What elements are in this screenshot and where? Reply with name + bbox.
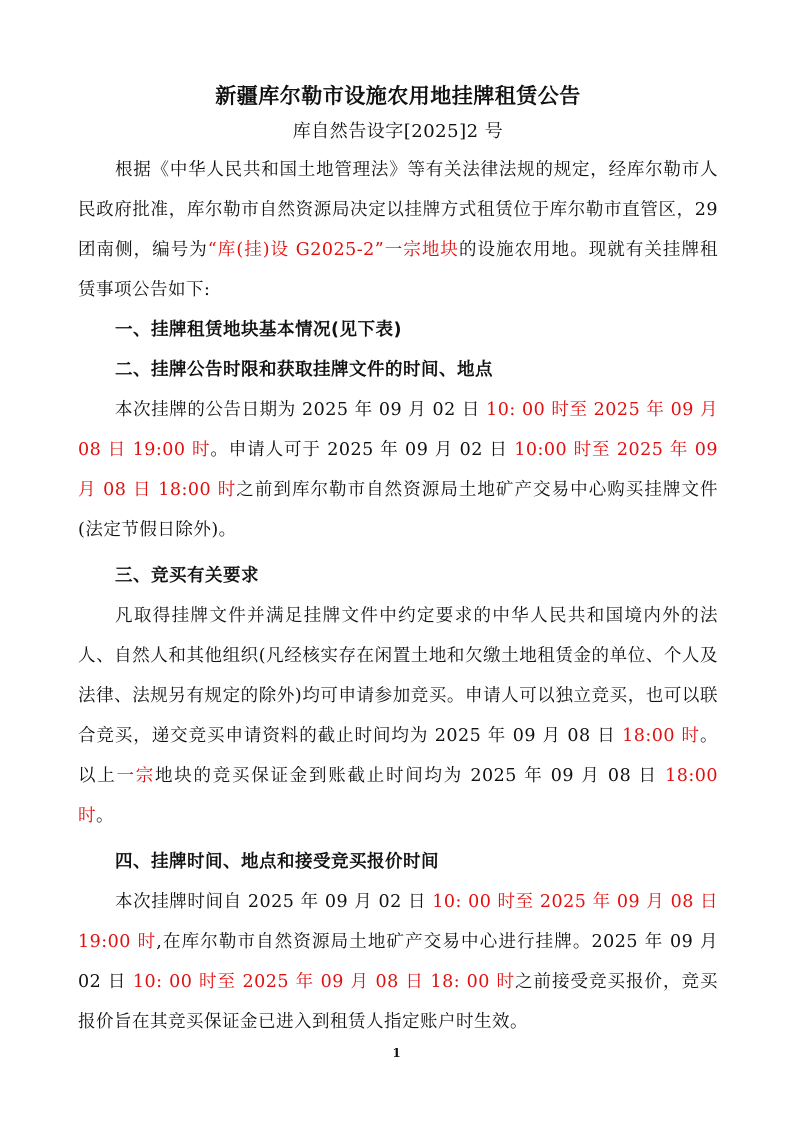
purchase-period-highlight: 10:00 时至 2025 年 09 月 08 日 18:00 时 — [78, 440, 718, 500]
section-3-text: 。以上 — [78, 726, 718, 786]
bidding-period-highlight: 10: 00 时至 2025 年 09 月 08 日 18: 00 时 — [132, 972, 515, 992]
section-4-text: 之前接受竞买报价，竞买报价旨在其竞买保证金已进入到租赁人指定账户时生效。 — [78, 972, 718, 1032]
parcel-code-highlight: “库(挂)设 G2025-2”一宗地块 — [207, 240, 459, 260]
section-3-paragraph — [78, 596, 718, 836]
announcement-period-highlight: 10: 00 时至 2025 年 09 月 08 日 19:00 时 — [78, 400, 718, 460]
section-2-text: 之前到库尔勒市自然资源局土地矿产交易中心购买挂牌文件(法定节假日除外)。 — [78, 480, 719, 540]
section-heading-3: 三、竞买有关要求 — [115, 566, 259, 586]
parcel-count-highlight: 一宗 — [116, 766, 156, 786]
section-3-text: 。 — [96, 806, 114, 826]
section-4-paragraph — [78, 882, 718, 1042]
document-page — [78, 78, 718, 1042]
page-number: 1 — [392, 1046, 401, 1060]
application-deadline-highlight: 18:00 时 — [622, 726, 700, 746]
document-title: 新疆库尔勒市设施农用地挂牌租赁公告 — [215, 84, 581, 108]
document-number: 库自然告设字[2025]2 号 — [292, 121, 504, 142]
section-2-text: 本次挂牌的公告日期为 2025 年 09 月 02 日 — [115, 400, 487, 420]
intro-text: 根据《中华人民共和国土地管理法》等有关法律法规的规定，经库尔勒市人民政府批准，库尔勒市自然资源局决定以挂牌方式租赁位于库尔勒市直管区，29 团南侧，编号为 — [78, 160, 718, 260]
listing-period-highlight: 10: 00 时至 2025 年 09 月 08 日 19:00 时 — [78, 892, 719, 952]
section-heading-4: 四、挂牌时间、地点和接受竞买报价时间 — [115, 852, 439, 872]
deposit-deadline-highlight: 18:00 时 — [78, 766, 719, 826]
section-heading-1: 一、挂牌租赁地块基本情况(见下表) — [115, 320, 402, 340]
section-3-text: 凡取得挂牌文件并满足挂牌文件中约定要求的中华人民共和国境内外的法人、自然人和其他组织(凡经核实存在闲置土地和欠缴土地租赁金的单位、个人及法律、法规另有规定的除外)均可申请参加竞买。申请人可以独立竞买，也可以联合竞买，递交竞买申请资料的截止时间均为 2025 年 09 月 08 日 — [78, 606, 718, 746]
section-2-text: 。申请人可于 2025 年 09 月 02 日 — [210, 440, 515, 460]
section-2-paragraph — [78, 390, 718, 550]
intro-paragraph — [78, 150, 718, 310]
section-4-text: 本次挂牌时间自 2025 年 09 月 02 日 — [115, 892, 433, 912]
intro-text-end: 的设施农用地。现就有关挂牌租赁事项公告如下: — [78, 240, 719, 300]
section-4-text: ,在库尔勒市自然资源局土地矿产交易中心进行挂牌。2025 年 09 月 02 日 — [78, 932, 718, 992]
section-heading-2: 二、挂牌公告时限和获取挂牌文件的时间、地点 — [115, 360, 493, 380]
section-3-text: 地块的竞买保证金到账截止时间均为 2025 年 09 月 08 日 — [155, 766, 666, 786]
